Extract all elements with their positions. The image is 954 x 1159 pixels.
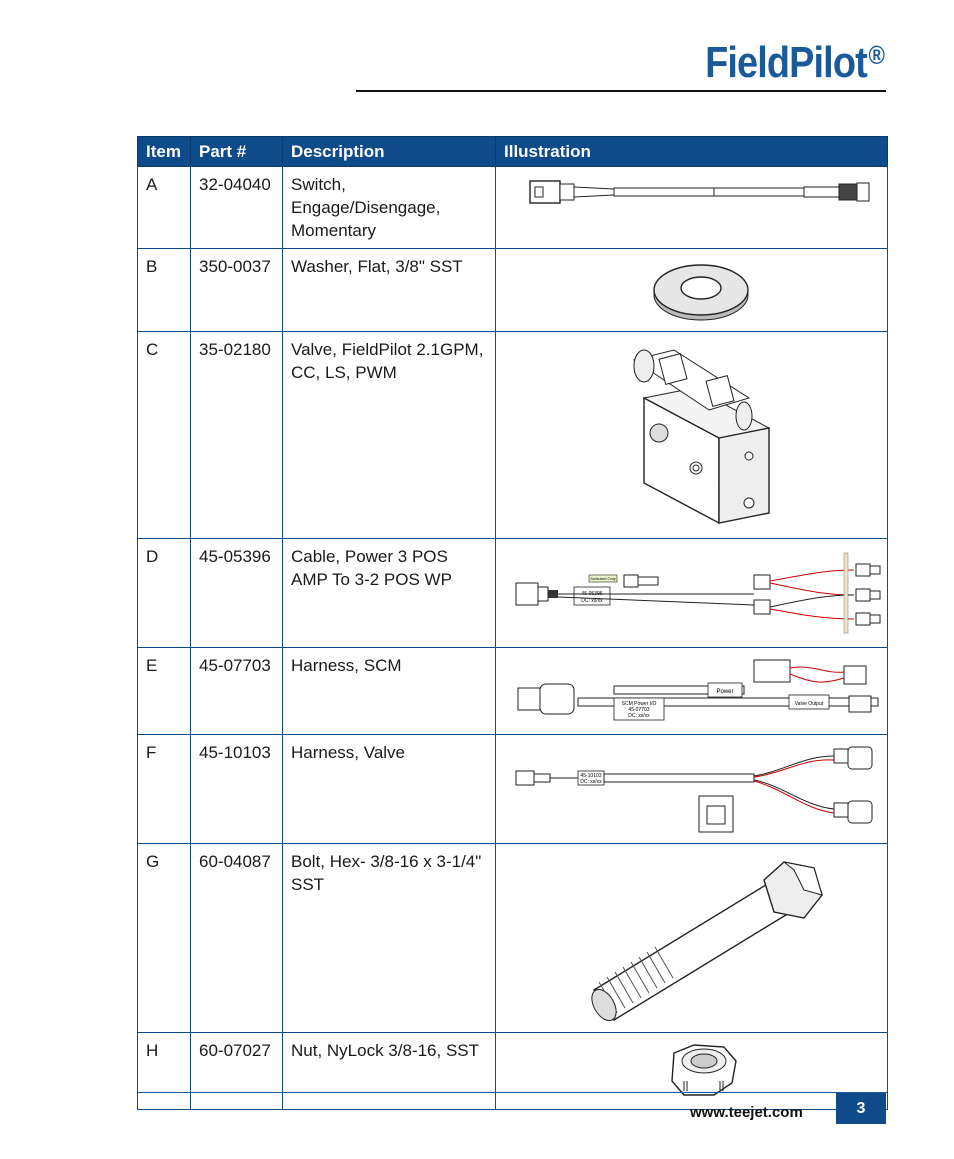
part-cell: 32-04040 — [191, 167, 283, 249]
page-number: 3 — [836, 1093, 886, 1124]
table-row — [138, 167, 888, 249]
description-cell: Valve, FieldPilot 2.1GPM, CC, LS, PWM — [283, 332, 496, 539]
table-row — [138, 735, 888, 844]
hex-bolt-illustration — [496, 844, 888, 1033]
item-cell: B — [138, 249, 191, 332]
description-cell: Harness, Valve — [283, 735, 496, 844]
part-cell: 60-04087 — [191, 844, 283, 1033]
f-tag-text: DC: xx/xx — [580, 779, 602, 785]
table-header-row — [138, 137, 888, 167]
item-cell: H — [138, 1033, 191, 1110]
description-cell: Washer, Flat, 3/8" SST — [283, 249, 496, 332]
part-cell: 60-07027 — [191, 1033, 283, 1110]
f-tag-text: 45-10103 — [580, 773, 602, 779]
table-row — [138, 249, 888, 332]
item-cell: G — [138, 844, 191, 1033]
e-valve-label: Valve Output — [794, 701, 824, 707]
valve-harness-illustration — [496, 735, 888, 844]
parts-table — [137, 136, 888, 1110]
table-row — [138, 844, 888, 1033]
d-tag-text: DC: xx/xx — [581, 598, 603, 604]
item-cell: C — [138, 332, 191, 539]
e-tag-text: DC: xx/xx — [628, 713, 650, 719]
header-illustration: Illustration — [496, 137, 888, 167]
table-row — [138, 539, 888, 648]
brand-logo: FieldPilot® — [704, 38, 884, 87]
part-cell: 45-07703 — [191, 648, 283, 735]
description-cell: Switch, Engage/Disengage, Momentary — [283, 167, 496, 249]
description-cell: Nut, NyLock 3/8-16, SST — [283, 1033, 496, 1110]
footer-rule — [137, 1092, 887, 1093]
table-row — [138, 648, 888, 735]
table-row — [138, 332, 888, 539]
item-cell: D — [138, 539, 191, 648]
footer-url[interactable]: www.teejet.com — [690, 1104, 803, 1121]
d-tag-text: 45-05396 — [581, 591, 603, 597]
e-power-label: Power — [716, 689, 734, 695]
header-description: Description — [283, 137, 496, 167]
description-cell: Bolt, Hex- 3/8-16 x 3-1/4" SST — [283, 844, 496, 1033]
switch-cable-illustration — [496, 167, 888, 249]
part-cell: 35-02180 — [191, 332, 283, 539]
header-rule — [356, 90, 886, 92]
description-cell: Cable, Power 3 POS AMP To 3-2 POS WP — [283, 539, 496, 648]
part-cell: 350-0037 — [191, 249, 283, 332]
part-cell: 45-05396 — [191, 539, 283, 648]
header-part: Part # — [191, 137, 283, 167]
d-sticker-text: Switched Only — [590, 576, 616, 581]
item-cell: F — [138, 735, 191, 844]
part-cell: 45-10103 — [191, 735, 283, 844]
e-tag-text: 45-07703 — [628, 707, 650, 713]
nylock-nut-illustration — [496, 1033, 888, 1110]
table-row — [138, 1033, 888, 1110]
header-item: Item — [138, 137, 191, 167]
scm-harness-illustration — [496, 648, 888, 735]
description-cell: Harness, SCM — [283, 648, 496, 735]
valve-block-illustration — [496, 332, 888, 539]
item-cell: E — [138, 648, 191, 735]
e-tag-text: SCM Power I/O — [621, 701, 657, 707]
item-cell: A — [138, 167, 191, 249]
power-cable-illustration — [496, 539, 888, 648]
flat-washer-illustration — [496, 249, 888, 332]
